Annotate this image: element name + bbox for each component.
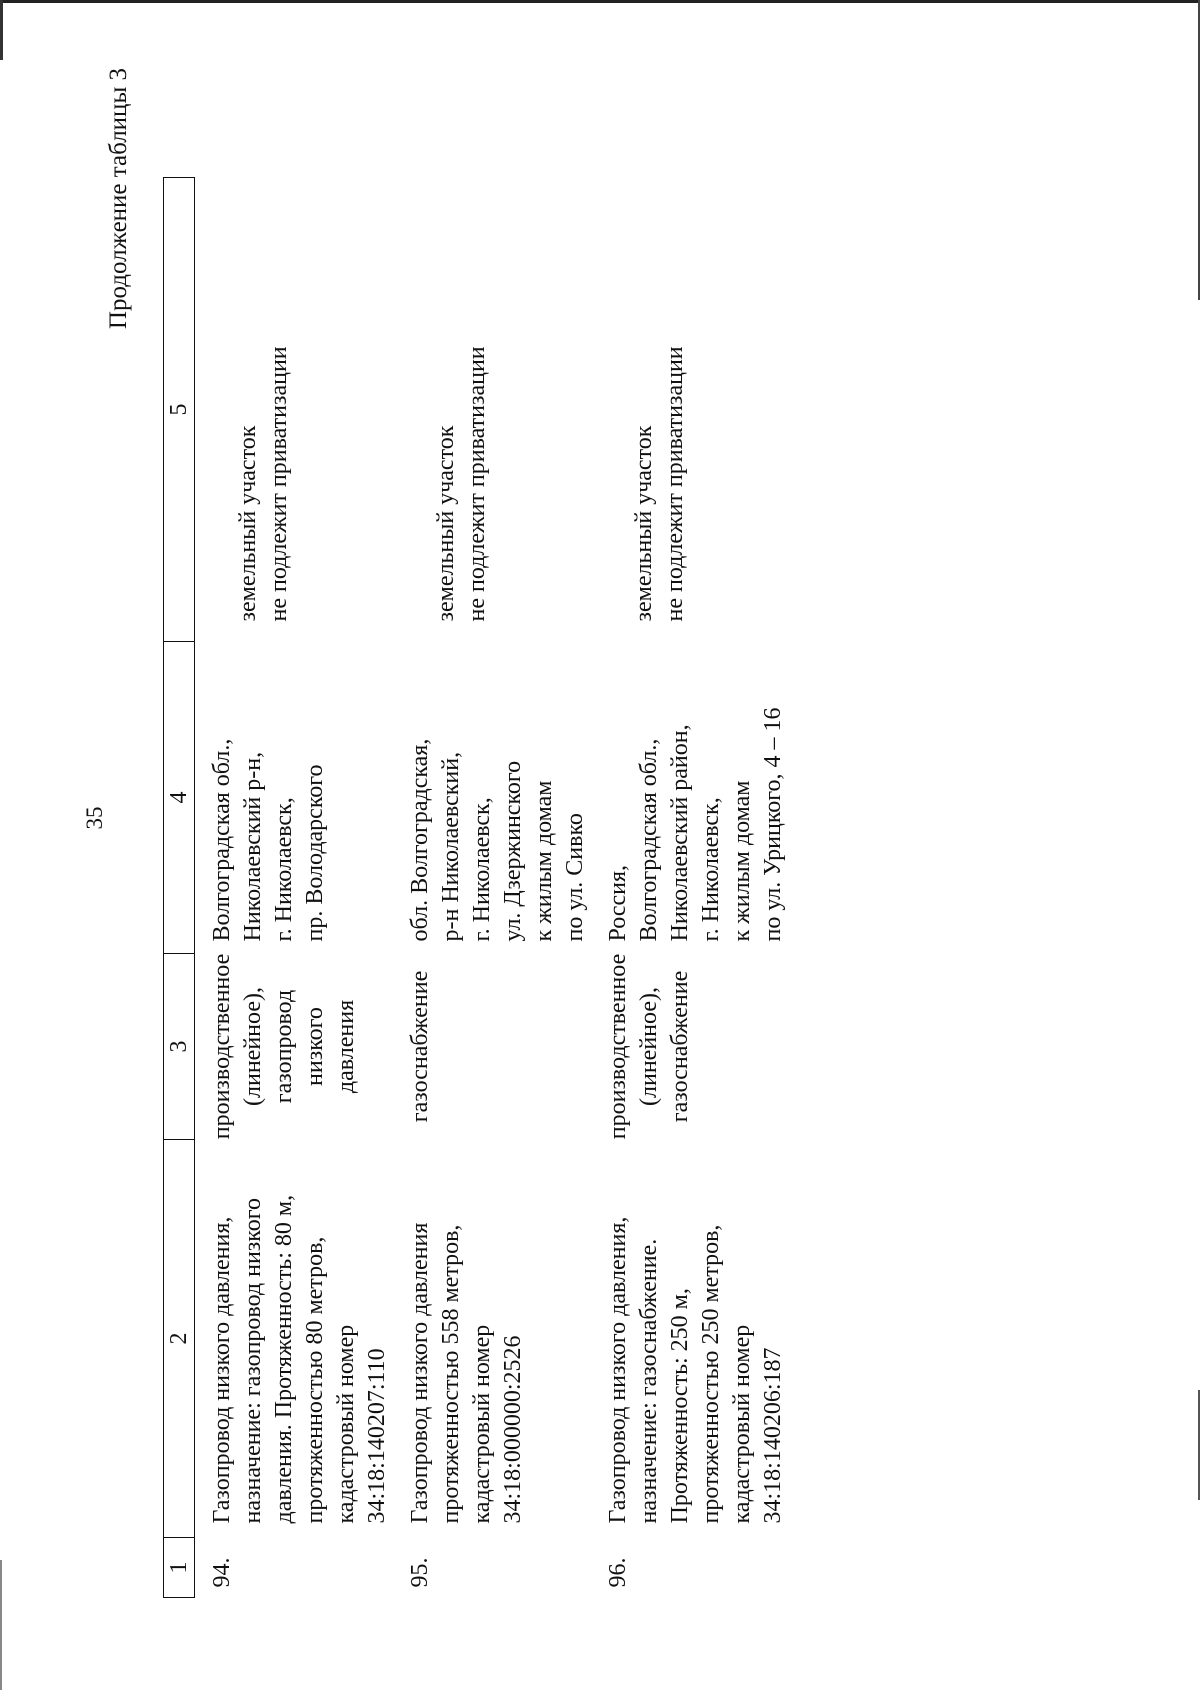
table-row — [393, 178, 591, 1598]
object-description: Газопровод низкого давления, назначение: газопровод низкого давления. Протяженность: 80 м, протяженностью 80 метров, кадастровый номер 34:18:140207:110 — [209, 1194, 390, 1524]
table-continuation-label: Продолжение таблицы 3 — [105, 68, 132, 330]
row-number: 96. — [605, 1557, 631, 1588]
table-header-row — [164, 178, 195, 1598]
header-col-1: 1 — [164, 1538, 195, 1598]
header-col-3: 3 — [164, 954, 195, 1140]
object-note: земельный участок не подлежит приватизации — [631, 346, 688, 622]
row-number: 95. — [407, 1557, 433, 1588]
header-col-5: 5 — [164, 178, 195, 642]
object-address: Россия, Волгоградская обл., Николаевский район, г. Николаевск, к жилым домам по ул. Урицкого, 4 – 16 — [605, 707, 786, 942]
header-col-2: 2 — [164, 1140, 195, 1538]
row-number: 94. — [209, 1557, 235, 1588]
object-description: Газопровод низкого давления протяженностью 558 метров, кадастровый номер 34:18:000000:2526 — [407, 1222, 526, 1524]
table-row — [591, 178, 789, 1598]
object-address: обл. Волгоградская, р-н Николаевский, г. Николаевск, ул. Дзержинского к жилым домам по ул. Сивко — [407, 738, 588, 942]
page-number: 35 — [82, 806, 107, 830]
object-purpose: производственное (линейное), газопровод низкого давления — [209, 953, 359, 1140]
table-container — [163, 177, 789, 1598]
object-address: Волгоградская обл., Николаевский р-н, г. Николаевск, пр. Володарского — [209, 738, 328, 942]
property-table — [163, 177, 789, 1598]
object-description: Газопровод низкого давления, назначение: газоснабжение. Протяженность: 250 м, протяженностью 250 метров, кадастровый номер 34:18:140206:187 — [605, 1216, 786, 1524]
object-note: земельный участок не подлежит приватизации — [433, 346, 490, 622]
object-purpose: газоснабжение — [407, 970, 433, 1123]
header-col-4: 4 — [164, 642, 195, 954]
table-row — [195, 178, 394, 1598]
object-purpose: производственное (линейное), газоснабжение — [605, 953, 693, 1140]
object-note: земельный участок не подлежит приватизации — [235, 346, 292, 622]
